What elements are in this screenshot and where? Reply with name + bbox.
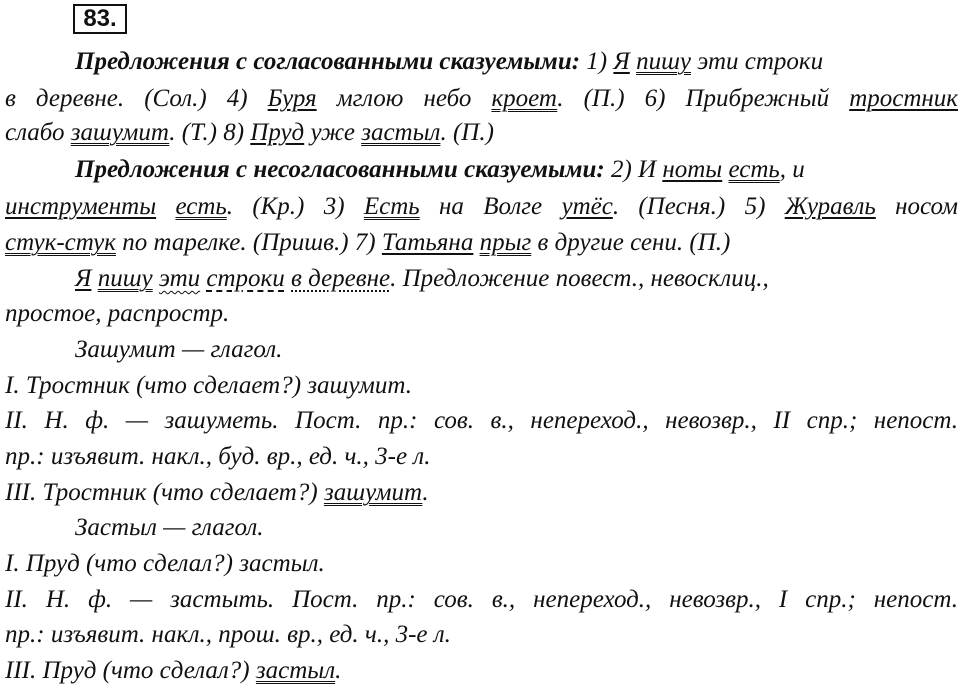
text-segment: мглою небо	[316, 85, 492, 112]
text-segment: . Предложение повест., невосклиц.,	[390, 265, 769, 292]
text-line-4	[75, 155, 958, 185]
text-segment: . (Кр.) 3)	[226, 193, 364, 220]
text-segment: в деревне. (Сол.) 4)	[5, 85, 268, 112]
subject-word: Журавль	[784, 193, 876, 220]
predicate-word: стук-стук	[5, 229, 116, 256]
exercise-number: 83.	[73, 4, 127, 34]
text-segment: 2) И	[604, 156, 663, 183]
adverbial-word: в деревне	[291, 265, 391, 292]
subject-word: Пруд	[250, 119, 305, 146]
text-segment: 1)	[580, 48, 614, 75]
predicate-word: есть	[728, 156, 780, 183]
subject-word: Я	[613, 48, 630, 75]
text-line-14: Застыл — глагол.	[75, 514, 264, 541]
text-segment: . (Песня.) 5)	[612, 193, 785, 220]
text-segment: .	[422, 479, 429, 506]
predicate-word: кроет	[491, 85, 558, 112]
subject-word: инструменты	[5, 193, 157, 220]
text-line-11: II. Н. ф. — зашуметь. Пост. пр.: сов. в., непереход., невозвр., II спр.; непост.	[5, 407, 958, 434]
predicate-word: зашумит	[323, 479, 423, 506]
predicate-word: застыл	[361, 119, 441, 146]
text-line-8: простое, распростр.	[5, 300, 230, 327]
text-segment: на Волге	[419, 193, 562, 220]
predicate-word: пишу	[97, 265, 153, 292]
text-line-6	[5, 228, 958, 258]
text-segment: . (П.) 6) Прибрежный	[557, 85, 850, 112]
text-line-15: I. Пруд (что сделал?) застыл.	[5, 550, 325, 577]
text-line-13	[5, 478, 958, 508]
text-line-16: II. Н. ф. — застыть. Пост. пр.: сов. в., непереход., невозвр., I спр.; непост.	[5, 586, 958, 613]
predicate-word: застыл	[255, 657, 336, 684]
modifier-word: эти	[158, 265, 201, 292]
text-line-9: Зашумит — глагол.	[75, 336, 283, 363]
text-segment: .	[335, 657, 342, 684]
text-segment: уже	[304, 119, 362, 146]
subject-word: Татьяна	[381, 229, 474, 256]
predicate-word: прыг	[479, 229, 532, 256]
text-line-5	[5, 192, 958, 222]
text-line-10: I. Тростник (что сделает?) зашумит.	[5, 372, 412, 399]
text-line-17: пр.: изъявит. накл., прош. вр., ед. ч., 3-е л.	[5, 621, 451, 648]
text-segment: III. Пруд (что сделал?)	[5, 657, 256, 684]
heading-unagreed-predicates: Предложения с несогласованными сказуемыми:	[75, 156, 605, 183]
text-line-12: пр.: изъявит. накл., буд. вр., ед. ч., 3-е л.	[5, 443, 431, 470]
text-segment: слабо	[5, 119, 71, 146]
predicate-word: зашумит	[70, 119, 170, 146]
text-line-7	[75, 264, 958, 294]
text-segment: , и	[779, 156, 805, 183]
predicate-word: пишу	[636, 48, 692, 75]
object-word: строки	[206, 265, 285, 292]
text-segment: III. Тростник (что сделает?)	[5, 479, 324, 506]
subject-word: утёс	[561, 193, 613, 220]
text-line-2	[5, 84, 958, 114]
subject-word: тростник	[849, 85, 959, 112]
text-segment: носом	[875, 193, 959, 220]
text-segment: . (П.)	[440, 119, 494, 146]
text-line-18	[5, 656, 958, 686]
subject-word: Я	[75, 265, 92, 292]
text-segment: по тарелке. (Пришв.) 7)	[115, 229, 382, 256]
text-line-1	[75, 47, 958, 77]
predicate-word: Есть	[363, 193, 420, 220]
subject-word: ноты	[662, 156, 723, 183]
subject-word: Буря	[267, 85, 317, 112]
text-segment: эти строки	[691, 48, 824, 75]
text-segment: . (Т.) 8)	[169, 119, 251, 146]
heading-agreed-predicates: Предложения с согласованными сказуемыми:	[75, 48, 581, 75]
text-line-3	[5, 118, 958, 148]
text-segment	[156, 193, 175, 220]
text-segment: в другие сени. (П.)	[531, 229, 731, 256]
predicate-word: есть	[175, 193, 227, 220]
